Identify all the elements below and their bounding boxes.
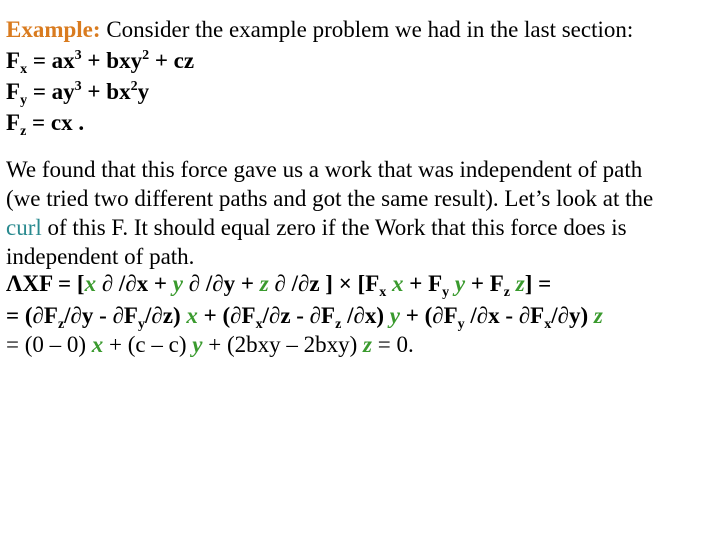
paragraph-line-1: We found that this force gave us a work that was independent of path: [6, 157, 643, 182]
unit-y: y: [389, 303, 400, 328]
unit-z: z: [593, 303, 603, 328]
unit-x: x: [392, 271, 404, 296]
curl-result: = (0 – 0) x + (c – c) y + (2bxy – 2bxy) z = 0.: [6, 332, 414, 357]
unit-y: y: [454, 271, 466, 296]
example-label: Example:: [6, 17, 101, 42]
curl-expansion: = $(\partial F_z/\partial y - \partial F_y/\partial z) x + (\partial F_x/\partial z - \partial F_z$ /∂x) $y + (\partial F_y$ $/\partial x - \partial F_x/\partial y$) z: [6, 303, 603, 332]
paragraph-line-3: curl of this F. It should equal zero if the Work that this force does is: [6, 215, 627, 240]
paragraph-line-2: (we tried two different paths and got the same result). Let’s look at the: [6, 186, 654, 211]
unit-x: x: [91, 332, 104, 357]
curl-definition: ΛXF = [x ∂ /∂x + y ∂ /∂y + z ∂ /∂z ] × [$F_x$ $x + F_y$ $y + F_z$ z] =: [6, 271, 552, 300]
unit-z: z: [515, 271, 525, 296]
paragraph-line-4: independent of path.: [6, 244, 195, 269]
curl-term: curl: [6, 215, 42, 240]
intro-line: [6, 16, 633, 43]
unit-z: z: [363, 332, 372, 357]
unit-z: z: [259, 271, 269, 296]
fx-equation: $F_x = ax^3 + bxy^2$ + cz: [6, 48, 195, 77]
unit-y: y: [172, 271, 184, 296]
intro-text: Consider the example problem we had in the last section:: [106, 17, 634, 42]
fy-equation: $F_y = ay^3 + bx^2y$: [6, 79, 150, 108]
unit-x: x: [186, 303, 198, 328]
fz-equation: $F_z$ = cx .: [6, 110, 85, 139]
unit-y: y: [192, 332, 203, 357]
unit-x: x: [84, 271, 97, 296]
